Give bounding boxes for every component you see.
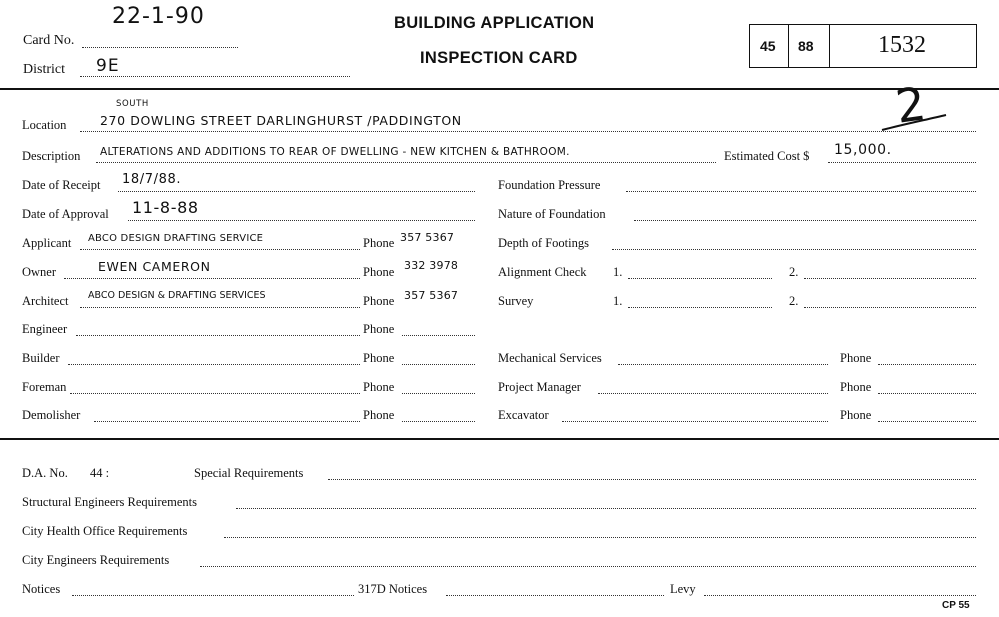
district-line xyxy=(80,76,350,77)
excavator-phone-label: Phone xyxy=(840,408,872,422)
special-req-line xyxy=(328,479,976,480)
card-no-line xyxy=(82,47,238,48)
mechanical-phone-label: Phone xyxy=(840,351,872,365)
levy-label: Levy xyxy=(670,582,696,596)
special-req-label: Special Requirements xyxy=(194,466,304,480)
project-manager-label: Project Manager xyxy=(498,380,581,394)
mechanical-label: Mechanical Services xyxy=(498,351,602,365)
nature-foundation-line xyxy=(634,220,976,221)
alignment-two-line xyxy=(804,278,976,279)
da-no-label: D.A. No. xyxy=(22,466,68,480)
survey-one-label: 1. xyxy=(613,294,623,308)
excavator-label: Excavator xyxy=(498,408,549,422)
engineer-label: Engineer xyxy=(22,322,68,336)
notices-317-label: 317D Notices xyxy=(358,582,428,596)
location-label: Location xyxy=(22,118,67,132)
builder-phone-label: Phone xyxy=(363,351,395,365)
foundation-pressure-label: Foundation Pressure xyxy=(498,178,601,192)
demolisher-phone-line xyxy=(402,421,475,422)
alignment-one-label: 1. xyxy=(613,265,623,279)
applicant-value: ABCO DESIGN DRAFTING SERVICE xyxy=(88,233,264,244)
architect-value: ABCO DESIGN & DRAFTING SERVICES xyxy=(88,290,266,301)
notices-line xyxy=(72,595,354,596)
architect-line xyxy=(80,307,360,308)
date-approval-line xyxy=(128,220,475,221)
mechanical-line xyxy=(618,364,828,365)
ref-box-1-text: 45 xyxy=(760,38,776,54)
demolisher-phone-label: Phone xyxy=(363,408,395,422)
architect-phone-label: Phone xyxy=(363,294,395,308)
project-manager-line xyxy=(598,393,828,394)
location-line xyxy=(80,131,976,132)
builder-line xyxy=(68,364,360,365)
applicant-line xyxy=(80,249,360,250)
health-label: City Health Office Requirements xyxy=(22,524,188,538)
ref-box-3-text: 1532 xyxy=(878,32,926,58)
survey-label: Survey xyxy=(498,294,534,308)
description-value: ALTERATIONS AND ADDITIONS TO REAR OF DWELLING - NEW KITCHEN & BATHROOM. xyxy=(100,146,570,158)
structural-line xyxy=(236,508,976,509)
location-insert: SOUTH xyxy=(116,99,149,109)
date-receipt-label: Date of Receipt xyxy=(22,178,101,192)
foundation-pressure-line xyxy=(626,191,976,192)
builder-phone-line xyxy=(402,364,475,365)
owner-phone-value: 332 3978 xyxy=(404,259,459,272)
mechanical-phone-line xyxy=(878,364,976,365)
structural-label: Structural Engineers Requirements xyxy=(22,495,197,509)
depth-footings-label: Depth of Footings xyxy=(498,236,589,250)
depth-footings-line xyxy=(612,249,976,250)
builder-label: Builder xyxy=(22,351,60,365)
engineer-phone-line xyxy=(402,335,475,336)
survey-one-line xyxy=(628,307,772,308)
estimated-cost-line xyxy=(828,162,976,163)
estimated-cost-label: Estimated Cost $ xyxy=(724,149,810,163)
title-line-2: INSPECTION CARD xyxy=(420,49,578,67)
foreman-phone-line xyxy=(402,393,475,394)
health-line xyxy=(224,537,976,538)
date-approval-value: 11-8-88 xyxy=(132,198,199,217)
applicant-label: Applicant xyxy=(22,236,72,250)
card-no-label: Card No. xyxy=(23,33,75,48)
applicant-phone-label: Phone xyxy=(363,236,395,250)
alignment-two-label: 2. xyxy=(789,265,799,279)
owner-phone-label: Phone xyxy=(363,265,395,279)
alignment-one-line xyxy=(628,278,772,279)
demolisher-label: Demolisher xyxy=(22,408,81,422)
nature-foundation-label: Nature of Foundation xyxy=(498,207,606,221)
engineers-line xyxy=(200,566,976,567)
header-divider xyxy=(0,88,999,90)
description-label: Description xyxy=(22,149,81,163)
foreman-line xyxy=(70,393,360,394)
project-manager-phone-line xyxy=(878,393,976,394)
location-value: 270 DOWLING STREET DARLINGHURST /PADDINGTON xyxy=(100,113,462,128)
notices-label: Notices xyxy=(22,582,61,596)
estimated-cost-value: 15,000. xyxy=(834,142,892,158)
excavator-line xyxy=(562,421,828,422)
architect-phone-value: 357 5367 xyxy=(404,289,459,302)
excavator-phone-line xyxy=(878,421,976,422)
owner-label: Owner xyxy=(22,265,57,279)
owner-line xyxy=(64,278,360,279)
engineer-line xyxy=(76,335,360,336)
description-line xyxy=(96,162,716,163)
alignment-check-label: Alignment Check xyxy=(498,265,587,279)
owner-value: EWEN CAMERON xyxy=(98,259,211,274)
ref-box-2-text: 88 xyxy=(798,38,814,54)
demolisher-line xyxy=(94,421,360,422)
date-approval-label: Date of Approval xyxy=(22,207,109,221)
title-line-1: BUILDING APPLICATION xyxy=(394,14,595,32)
survey-two-line xyxy=(804,307,976,308)
form-code: CP 55 xyxy=(942,600,970,611)
section-divider xyxy=(0,438,999,440)
foreman-label: Foreman xyxy=(22,380,67,394)
architect-label: Architect xyxy=(22,294,69,308)
date-receipt-value: 18/7/88. xyxy=(122,172,182,187)
project-manager-phone-label: Phone xyxy=(840,380,872,394)
notices-317-line xyxy=(446,595,664,596)
date-receipt-line xyxy=(118,191,475,192)
engineer-phone-label: Phone xyxy=(363,322,395,336)
survey-two-label: 2. xyxy=(789,294,799,308)
foreman-phone-label: Phone xyxy=(363,380,395,394)
levy-line xyxy=(704,595,976,596)
engineers-label: City Engineers Requirements xyxy=(22,553,170,567)
applicant-phone-value: 357 5367 xyxy=(400,231,455,244)
district-value: 9E xyxy=(96,56,120,76)
da-no-value: 44 : xyxy=(90,466,110,480)
district-label: District xyxy=(23,62,65,77)
corner-handwritten-mark: 2 xyxy=(892,76,929,134)
card-no-value: 22-1-90 xyxy=(112,4,205,29)
